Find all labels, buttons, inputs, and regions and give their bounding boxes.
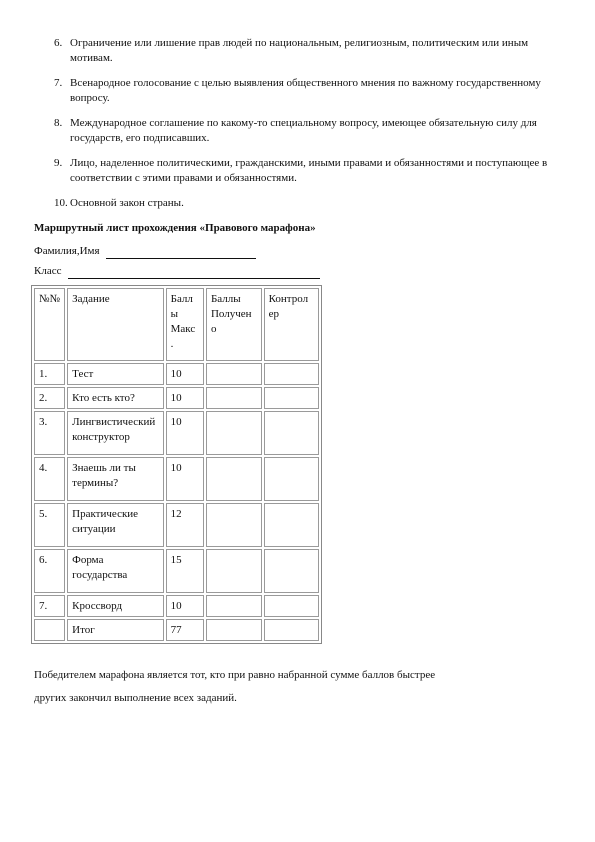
- header-received-points: Баллы Получен о: [206, 288, 262, 361]
- row-max-points: 10: [166, 387, 204, 409]
- row-received-cell: [206, 619, 262, 641]
- class-field: [34, 264, 320, 279]
- row-num: 7.: [34, 595, 65, 617]
- row-num: 4.: [34, 457, 65, 501]
- row-max-points: 12: [166, 503, 204, 547]
- row-task: Форма государства: [67, 549, 163, 593]
- row-controller-cell: [264, 363, 319, 385]
- table-row: [34, 411, 319, 455]
- definition-item: [34, 76, 564, 106]
- row-max-points: 77: [166, 619, 204, 641]
- row-controller-cell: [264, 549, 319, 593]
- row-controller-cell: [264, 457, 319, 501]
- class-label: Класс: [34, 265, 62, 277]
- row-num: 2.: [34, 387, 65, 409]
- header-task: Задание: [67, 288, 163, 361]
- table-row: [34, 363, 319, 385]
- item-number: 7.: [54, 77, 63, 89]
- winner-rule-line-2: других закончил выполнение всех заданий.: [34, 692, 237, 704]
- definition-item: [34, 36, 564, 66]
- item-number: 8.: [54, 117, 63, 129]
- row-num: 3.: [34, 411, 65, 455]
- item-text: Всенародное голосование с целью выявления общественного мнения по важному государственному вопросу.: [70, 77, 541, 104]
- row-max-points: 10: [166, 457, 204, 501]
- row-controller-cell: [264, 619, 319, 641]
- row-controller-cell: [264, 595, 319, 617]
- row-max-points: 10: [166, 411, 204, 455]
- table-row: [34, 549, 319, 593]
- table-header-row: [34, 288, 319, 361]
- row-task: Тест: [67, 363, 163, 385]
- route-sheet-title: Маршрутный лист прохождения «Правового марафона»: [34, 222, 316, 234]
- item-number: 6.: [54, 37, 63, 49]
- header-controller: Контрол ер: [264, 288, 319, 361]
- name-blank-line: [106, 247, 256, 259]
- item-text: Лицо, наделенное политическими, гражданскими, иными правами и обязанностями и поступающее в соответствии с этими правами и обязанностями.: [70, 157, 548, 184]
- table-row: [34, 595, 319, 617]
- row-received-cell: [206, 363, 262, 385]
- row-received-cell: [206, 411, 262, 455]
- row-received-cell: [206, 503, 262, 547]
- row-task: Итог: [67, 619, 163, 641]
- definition-item: [34, 156, 564, 186]
- row-num: 6.: [34, 549, 65, 593]
- row-task: Практические ситуации: [67, 503, 163, 547]
- winner-rule-line-1: Победителем марафона является тот, кто при равно набранной сумме баллов быстрее: [34, 669, 436, 681]
- row-task: Лингвистический конструктор: [67, 411, 163, 455]
- item-number: 9.: [54, 157, 63, 169]
- row-max-points: 10: [166, 595, 204, 617]
- row-received-cell: [206, 549, 262, 593]
- item-text: Ограничение или лишение прав людей по национальным, религиозным, политическим или иным мотивам.: [70, 37, 529, 64]
- route-table: [31, 285, 322, 644]
- row-task: Кроссворд: [67, 595, 163, 617]
- row-controller-cell: [264, 503, 319, 547]
- row-received-cell: [206, 457, 262, 501]
- row-task: Кто есть кто?: [67, 387, 163, 409]
- item-text: Основной закон страны.: [70, 197, 184, 209]
- table-row: [34, 503, 319, 547]
- table-row: [34, 457, 319, 501]
- row-controller-cell: [264, 411, 319, 455]
- item-text: Международное соглашение по какому-то специальному вопросу, имеющее обязательную силу для государств, его подписавших.: [70, 117, 537, 144]
- header-max-points: Балл ы Макс .: [166, 288, 204, 361]
- row-num: [34, 619, 65, 641]
- name-label: Фамилия,Имя: [34, 245, 100, 257]
- row-max-points: 15: [166, 549, 204, 593]
- definitions-list: [34, 36, 564, 221]
- definition-item: [34, 196, 564, 211]
- row-num: 1.: [34, 363, 65, 385]
- row-controller-cell: [264, 387, 319, 409]
- row-num: 5.: [34, 503, 65, 547]
- table-total-row: [34, 619, 319, 641]
- table-row: [34, 387, 319, 409]
- header-num: №№: [34, 288, 65, 361]
- row-received-cell: [206, 595, 262, 617]
- row-max-points: 10: [166, 363, 204, 385]
- name-field: [34, 244, 256, 259]
- row-received-cell: [206, 387, 262, 409]
- item-number: 10.: [54, 197, 68, 209]
- class-blank-line: [68, 267, 320, 279]
- definition-item: [34, 116, 564, 146]
- row-task: Знаешь ли ты термины?: [67, 457, 163, 501]
